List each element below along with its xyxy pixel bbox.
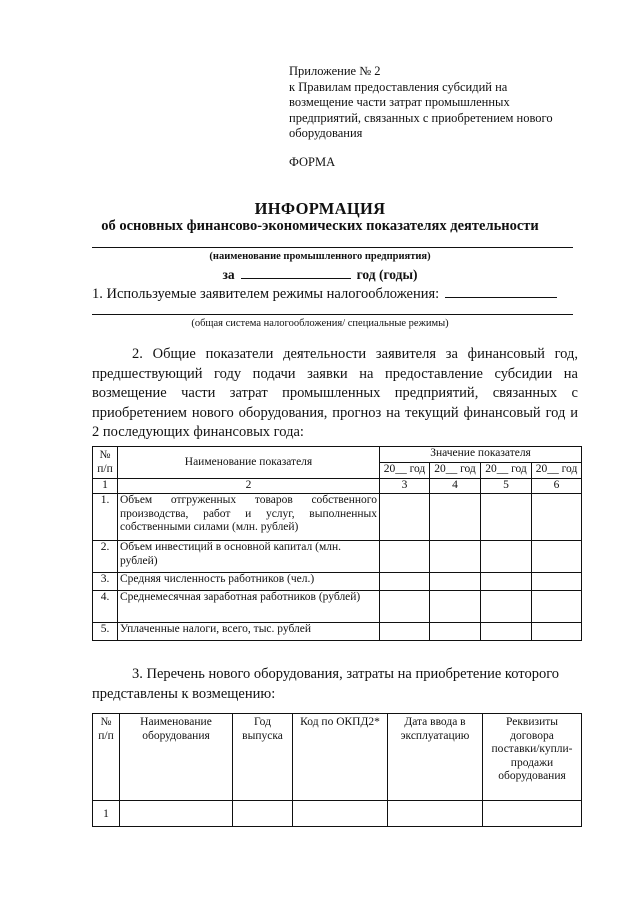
eq-col-date: Дата ввода в эксплуатацию bbox=[388, 714, 483, 801]
numbering-cell: 4 bbox=[430, 479, 481, 494]
tax-regime-caption: (общая система налогообложения/ специальные режимы) bbox=[191, 318, 449, 329]
appendix-line-2: к Правилам предоставления субсидий на bbox=[289, 79, 508, 94]
eq-cell[interactable] bbox=[233, 801, 293, 827]
eq-col-contract: Реквизиты договора поставки/купли-продажи оборудования bbox=[483, 714, 582, 801]
eq-col-okpd: Код по ОКПД2* bbox=[293, 714, 388, 801]
row-name: Объем инвестиций в основной капитал (млн. рублей) bbox=[118, 541, 380, 573]
tax-regime-field[interactable] bbox=[445, 284, 557, 298]
form-label: ФОРМА bbox=[289, 155, 336, 169]
value-cell[interactable] bbox=[532, 494, 582, 541]
document-title: ИНФОРМАЦИЯ bbox=[254, 199, 386, 218]
year-field[interactable] bbox=[241, 266, 351, 279]
row-num: 1. bbox=[93, 494, 118, 541]
table-row bbox=[93, 623, 582, 641]
row-name: Объем отгруженных товаров собственного производства, работ и услуг, выполненных собственными силами (млн. рублей) bbox=[118, 494, 380, 541]
section-2-text: 2. Общие показатели деятельности заявителя за финансовый год, предшествующий году подачи заявки на предоставление субсидии на возмещение части затрат промышленных предприятий, связанных с приобретением нового оборудования, прогноз на текущий финансовый год и 2 последующих финансовых года: bbox=[92, 346, 578, 440]
appendix-header bbox=[289, 64, 589, 142]
col-value-header: Значение показателя bbox=[380, 447, 582, 463]
numbering-cell: 5 bbox=[481, 479, 532, 494]
year-header-2: 20__ год bbox=[430, 463, 481, 479]
equipment-table bbox=[92, 713, 582, 827]
value-cell[interactable] bbox=[430, 541, 481, 573]
value-cell[interactable] bbox=[481, 494, 532, 541]
row-name: Средняя численность работников (чел.) bbox=[118, 573, 380, 591]
enterprise-name-field[interactable] bbox=[92, 247, 573, 248]
year-header-4: 20__ год bbox=[532, 463, 582, 479]
value-cell[interactable] bbox=[481, 623, 532, 641]
value-cell[interactable] bbox=[430, 623, 481, 641]
eq-cell[interactable] bbox=[120, 801, 233, 827]
appendix-line-5: оборудования bbox=[289, 126, 363, 140]
value-cell[interactable] bbox=[481, 591, 532, 623]
row-num: 4. bbox=[93, 591, 118, 623]
tax-regime-field-2[interactable] bbox=[92, 314, 573, 315]
table-row bbox=[93, 573, 582, 591]
eq-row-num: 1 bbox=[93, 801, 120, 827]
value-cell[interactable] bbox=[481, 541, 532, 573]
value-cell[interactable] bbox=[380, 573, 430, 591]
row-num: 5. bbox=[93, 623, 118, 641]
table-row bbox=[93, 591, 582, 623]
year-header-1: 20__ год bbox=[380, 463, 430, 479]
eq-cell[interactable] bbox=[293, 801, 388, 827]
table-row bbox=[93, 494, 582, 541]
eq-cell[interactable] bbox=[388, 801, 483, 827]
numbering-cell: 1 bbox=[93, 479, 118, 494]
value-cell[interactable] bbox=[380, 623, 430, 641]
value-cell[interactable] bbox=[532, 591, 582, 623]
row-num: 3. bbox=[93, 573, 118, 591]
numbering-cell: 2 bbox=[118, 479, 380, 494]
value-cell[interactable] bbox=[380, 591, 430, 623]
numbering-cell: 3 bbox=[380, 479, 430, 494]
year-suffix: год (годы) bbox=[356, 267, 418, 282]
value-cell[interactable] bbox=[430, 494, 481, 541]
eq-col-year: Год выпуска bbox=[233, 714, 293, 801]
eq-col-num: № п/п bbox=[93, 714, 120, 801]
row-name: Среднемесячная заработная работников (рублей) bbox=[118, 591, 380, 623]
col-num-header: № п/п bbox=[93, 447, 118, 479]
year-prefix: за bbox=[222, 267, 235, 282]
appendix-line-1: Приложение № 2 bbox=[289, 64, 381, 78]
tax-regime-label: 1. Используемые заявителем режимы налогообложения: bbox=[92, 286, 440, 302]
equipment-header-row bbox=[93, 714, 582, 801]
value-cell[interactable] bbox=[380, 541, 430, 573]
eq-col-name: Наименование оборудования bbox=[120, 714, 233, 801]
value-cell[interactable] bbox=[380, 494, 430, 541]
appendix-line-3: возмещение части затрат промышленных bbox=[289, 95, 510, 109]
numbering-cell: 6 bbox=[532, 479, 582, 494]
year-line bbox=[0, 266, 640, 283]
tax-regime-line bbox=[92, 284, 557, 303]
document-subtitle: об основных финансово-экономических показателях деятельности bbox=[101, 218, 539, 234]
year-header-3: 20__ год bbox=[481, 463, 532, 479]
table-row bbox=[93, 541, 582, 573]
value-cell[interactable] bbox=[430, 591, 481, 623]
table-row bbox=[93, 801, 582, 827]
row-num: 2. bbox=[93, 541, 118, 573]
enterprise-caption: (наименование промышленного предприятия) bbox=[209, 251, 431, 262]
value-cell[interactable] bbox=[532, 573, 582, 591]
numbering-row bbox=[93, 479, 582, 494]
eq-cell[interactable] bbox=[483, 801, 582, 827]
section-3-text: 3. Перечень нового оборудования, затраты на приобретение которого представлены к возмещению: bbox=[92, 666, 560, 702]
col-name-header: Наименование показателя bbox=[118, 447, 380, 479]
value-cell[interactable] bbox=[532, 541, 582, 573]
value-cell[interactable] bbox=[481, 573, 532, 591]
value-cell[interactable] bbox=[430, 573, 481, 591]
appendix-line-4: предприятий, связанных с приобретением нового bbox=[289, 110, 553, 125]
row-name: Уплаченные налоги, всего, тыс. рублей bbox=[118, 623, 380, 641]
indicators-table bbox=[92, 446, 582, 641]
value-cell[interactable] bbox=[532, 623, 582, 641]
